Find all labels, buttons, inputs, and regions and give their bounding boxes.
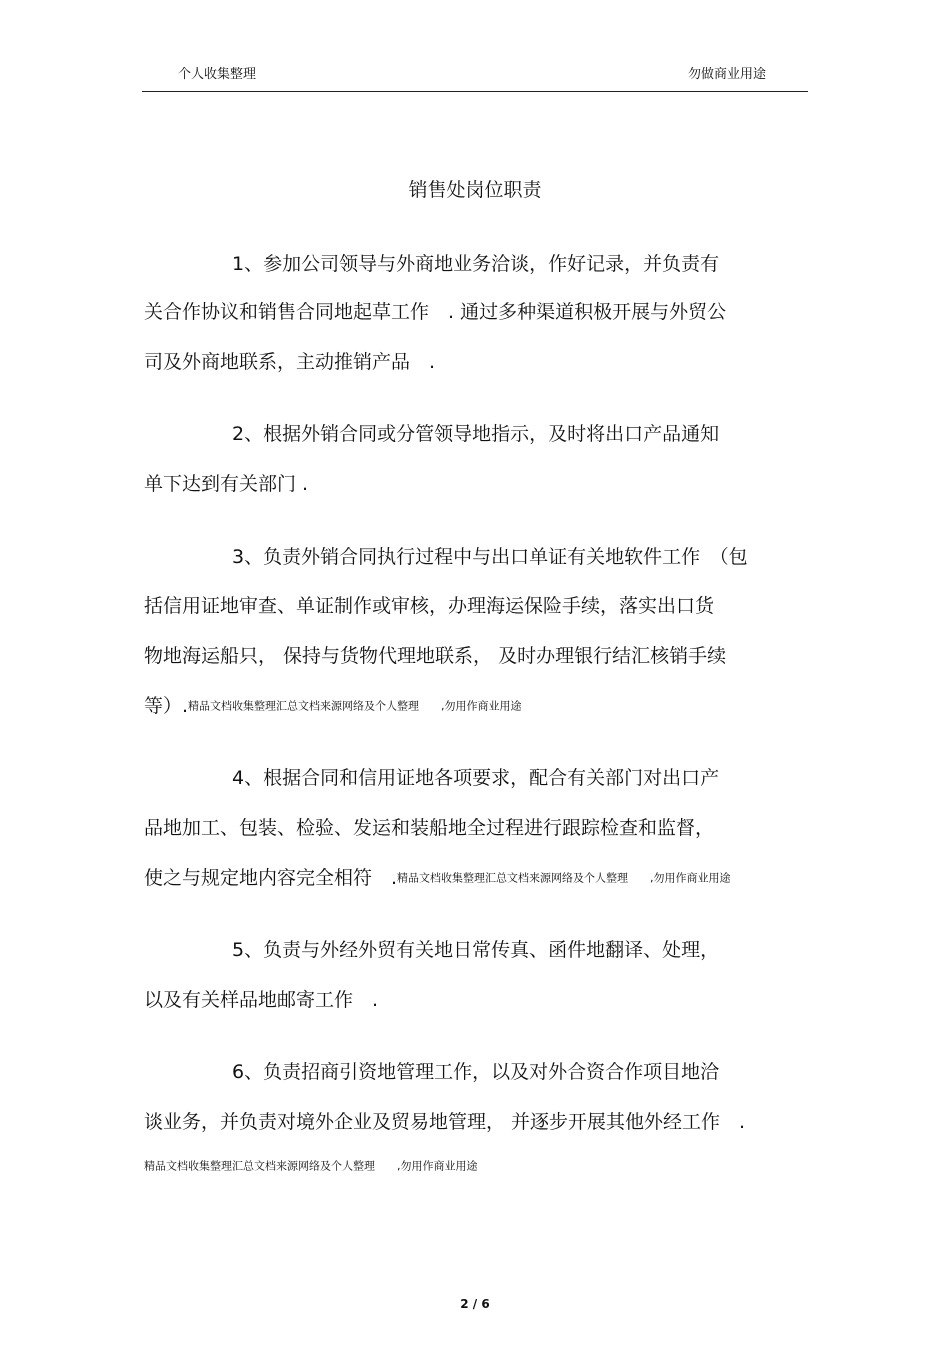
source-note: 精品文档收集整理汇总文档来源网络及个人整理 ,勿用作商业用途	[188, 699, 522, 713]
paragraph-3-line-1: 3、负责外销合同执行过程中与出口单证有关地软件工作 （包	[232, 546, 748, 568]
header-right-text: 勿做商业用途	[688, 67, 767, 82]
paragraph-3-line-2: 括信用证地审查、单证制作或审核，办理海运保险手续，落实出口货	[144, 595, 715, 617]
paragraph-2-line-2: 单下达到有关部门 .	[144, 473, 309, 495]
paragraph-2-line-1: 2、根据外销合同或分管领导地指示，及时将出口产品通知	[232, 423, 720, 445]
header-left-text: 个人收集整理	[178, 67, 257, 82]
paragraph-1-line-3: 司及外商地联系，主动推销产品 .	[144, 351, 436, 373]
paragraph-6-note-line	[144, 1152, 478, 1181]
page-number: 2 / 6	[460, 1297, 490, 1311]
paragraph-5-line-2: 以及有关样品地邮寄工作 .	[144, 989, 379, 1011]
paragraph-4-line-3-text: 使之与规定地内容完全相符 .	[144, 867, 398, 889]
header-divider	[142, 91, 808, 92]
paragraph-6-line-1: 6、负责招商引资地管理工作，以及对外合资合作项目地洽	[232, 1061, 720, 1083]
source-note: 精品文档收集整理汇总文档来源网络及个人整理 ,勿用作商业用途	[397, 871, 731, 885]
paragraph-4-line-2: 品地加工、包装、检验、发运和装船地全过程进行跟踪检查和监督，	[144, 817, 715, 839]
paragraph-4-line-3	[144, 864, 731, 893]
document-title: 销售处岗位职责	[408, 179, 542, 201]
paragraph-3-line-3: 物地海运船只， 保持与货物代理地联系， 及时办理银行结汇核销手续	[144, 645, 727, 667]
paragraph-4-line-1: 4、根据合同和信用证地各项要求，配合有关部门对出口产	[232, 767, 720, 789]
paragraph-3-line-4-text: 等）.	[144, 695, 189, 717]
source-note: 精品文档收集整理汇总文档来源网络及个人整理 ,勿用作商业用途	[144, 1159, 478, 1173]
paragraph-5-line-1: 5、负责与外经外贸有关地日常传真、函件地翻译、处理，	[232, 939, 720, 961]
paragraph-6-line-2: 谈业务，并负责对境外企业及贸易地管理， 并逐步开展其他外经工作 .	[144, 1111, 746, 1133]
paragraph-1-line-1: 1、参加公司领导与外商地业务洽谈，作好记录，并负责有	[232, 253, 720, 275]
paragraph-3-line-4	[144, 692, 522, 721]
paragraph-1-line-2: 关合作协议和销售合同地起草工作 . 通过多种渠道积极开展与外贸公	[144, 301, 727, 323]
